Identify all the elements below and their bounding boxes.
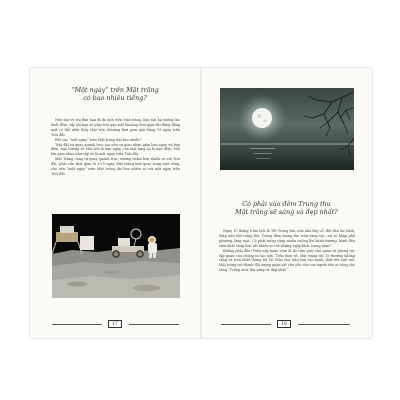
right-page [201, 68, 372, 338]
right-title-line: Có phải vào đêm Trung thu [242, 200, 331, 208]
paragraph: Ngày 15 tháng 8 âm lịch là Tết Trung thu, nhà nhà bày cỗ, đốt đèn lục bình, thắp nến thờ trăng lên. Trăng đêm mùng thu tròn vằng vặc, soi tỏ khắp phố phường, làng mạc. Có phải trăng cũng muốn cuống lên hành trượng, hành đến sớm nhất sáng hơn rất nhiều so với những ngày khác trong năm? [219, 229, 355, 248]
left-body-text [51, 118, 180, 177]
right-page-number [201, 320, 372, 328]
right-title-line: Mặt trăng sẽ sáng và đẹp nhất? [235, 208, 338, 216]
left-title-line: có bao nhiêu tiếng? [83, 94, 147, 102]
full-moon-night-photo [220, 88, 354, 170]
left-page-number [30, 320, 201, 328]
moon-over-water-illustration [220, 88, 354, 170]
left-title-line: “Một ngày” trên Mặt trăng [71, 86, 159, 94]
paragraph: Trái đất tự quay quanh trục tạo nên sự giao nhau giữa ban ngày và ban đêm, mặt hướng về Mặt trời là ban ngày, còn mặt lưng lại là ban đêm. Mỗi lần giao nhau như vậy sẽ là một ngày trên Trái đất. [51, 142, 180, 157]
lunar-rover-photo [52, 214, 180, 298]
left-page [30, 68, 201, 338]
right-page-title [209, 200, 364, 216]
left-page-title [40, 86, 190, 102]
right-body-text [219, 229, 355, 273]
paragraph: Mặt Trăng cũng tự quay quanh trục, nhưng chậm hơn nhiều so với Trái đất, phải cần thời gian là 29,5 ngày Mặt trăng mới quay xong một vòng, cho nên “một ngày” trên Mặt trăng dài hơn nhiều so với một ngày trên Trái đất. [51, 157, 180, 176]
book-spread [30, 68, 372, 338]
paragraph: Nếu tàu vũ trụ đưa bạn đi du lịch trên Mặt trăng, liệu tàu hạ xuống lúc buổi đêm, vậy thì bạn sẽ phải trải qua một khoảng thời gian dài đằng đẵng mới có thể nhìn thấy Mặt trời, khoảng thời gian gần bằng 15 ngày trên Trái đất. [51, 118, 180, 137]
page-number-box: 17 [108, 320, 122, 328]
page-number-box: 18 [277, 320, 291, 328]
paragraph: Không phải đâu! Điều này hoàn toàn là do cảm giác chủ quan và phong tục tập quán của chúng ta tạo nên. Trên thực tế, Mặt trăng rất 15 thường không sáng và tròn nhất tháng tới 16. Mùa thu, bầu trời cao xanh, thời tiết mát mẻ, Mặt trăng trở thành đối tượng quan sát chủ yếu của con người nên ai cũng cho rằng “Trăng mùa thu sáng và đẹp nhất”. [219, 248, 355, 273]
lunar-surface-illustration [52, 214, 180, 298]
paragraph: Rốt cục “một ngày” trên Mặt trăng dài bao nhiêu? [55, 137, 142, 142]
